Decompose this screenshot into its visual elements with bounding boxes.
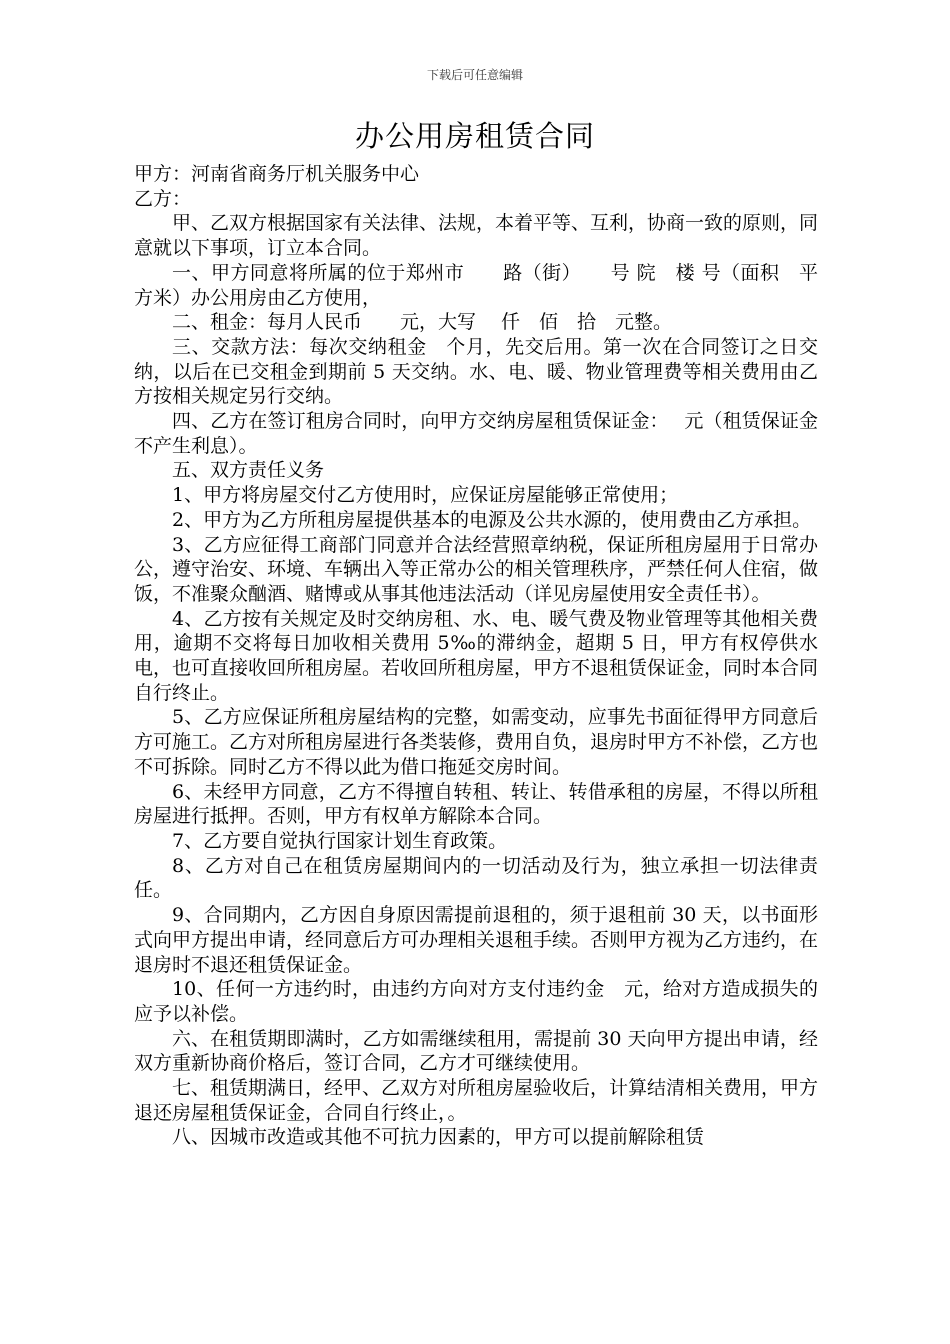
- paragraph-item-5: 5、乙方应保证所租房屋结构的完整，如需变动，应事先书面征得甲方同意后方可施工。乙方对所租房屋进行各类装修，费用自负，退房时甲方不补偿，乙方也不可拆除。同时乙方不得以此为借口拖延交房时间。: [134, 706, 819, 778]
- paragraph-item-9: 9、合同期内，乙方因自身原因需提前退租的，须于退租前 30 天，以书面形式向甲方提出申请，经同意后方可办理相关退租手续。否则甲方视为乙方违约，在退房时不退还租赁保证金。: [134, 904, 819, 976]
- paragraph-clause-6: 六、在租赁期即满时，乙方如需继续租用，需提前 30 天向甲方提出申请，经双方重新协商价格后，签订合同，乙方才可继续使用。: [134, 1027, 818, 1075]
- paragraph-item-4: 4、乙方按有关规定及时交纳房租、水、电、暖气费及物业管理等其他相关费用，逾期不交将每日加收相关费用 5‰的滞纳金，超期 5 日，甲方有权停供水电，也可直接收回所租房屋。若收回所租房屋，甲方不退租赁保证金，同时本合同自行终止。: [134, 607, 819, 704]
- paragraph-clause-4: 四、乙方在签订租房合同时，向甲方交纳房屋租赁保证金： 元（租赁保证金不产生利息）。: [134, 410, 818, 457]
- paragraph-clause-2: 二、租金：每月人民币 元，大写 仟 佰 拾 元整。: [172, 311, 673, 334]
- header-note: 下载后可任意编辑: [426, 68, 523, 82]
- paragraph-item-2: 2、甲方为乙方所租房屋提供基本的电源及公共水源的，使用费由乙方承担。: [172, 508, 812, 531]
- paragraph-item-1: 1、甲方将房屋交付乙方使用时，应保证房屋能够正常使用；: [172, 484, 679, 507]
- paragraph-clause-8: 八、因城市改造或其他不可抗力因素的，甲方可以提前解除租赁: [172, 1126, 705, 1149]
- paragraph-clause-5-heading: 五、双方责任义务: [172, 459, 325, 482]
- document-title: 办公用房租赁合同: [354, 119, 595, 153]
- paragraph-item-3: 3、乙方应征得工商部门同意并合法经营照章纳税，保证所租房屋用于日常办公，遵守治安、环境、车辆出入等正常办公的相关管理秩序，严禁任何人住宿，做饭，不准聚众酗酒、赌博或从事其他违法活动（详见房屋使用安全责任书）。: [134, 533, 819, 605]
- paragraph-preamble: 甲、乙双方根据国家有关法律、法规，本着平等、互利，协商一致的原则，同意就以下事项，订立本合同。: [134, 212, 819, 260]
- paragraph-item-7: 7、乙方要自觉执行国家计划生育政策。: [172, 829, 508, 852]
- paragraph-item-10: 10、任何一方违约时，由违约方向对方支付违约金 元，给对方造成损失的应予以补偿。: [134, 978, 818, 1025]
- party-a-line: 甲方：河南省商务厅机关服务中心: [134, 163, 420, 185]
- paragraph-item-6: 6、未经甲方同意，乙方不得擅自转租、转让、转借承租的房屋，不得以所租房屋进行抵押。否则，甲方有权单方解除本合同。: [134, 780, 818, 828]
- paragraph-item-8: 8、乙方对自己在租赁房屋期间内的一切活动及行为，独立承担一切法律责任。: [134, 854, 818, 902]
- paragraph-clause-7: 七、租赁期满日，经甲、乙双方对所租房屋验收后，计算结清相关费用，甲方退还房屋租赁保证金，合同自行终止，。: [134, 1077, 819, 1124]
- party-b-line: 乙方：: [134, 187, 192, 210]
- paragraph-clause-3: 三、交款方法：每次交纳租金 个月，先交后用。第一次在合同签订之日交纳，以后在已交租金到期前 5 天交纳。水、电、暖、物业管理费等相关费用由乙方按相关规定另行交纳。: [134, 335, 818, 408]
- paragraph-clause-1: 一、甲方同意将所属的位于郑州市 路（街） 号 院 楼 号（面积 平方米）办公用房由乙方使用，: [134, 261, 818, 309]
- contract-body: [134, 162, 818, 1150]
